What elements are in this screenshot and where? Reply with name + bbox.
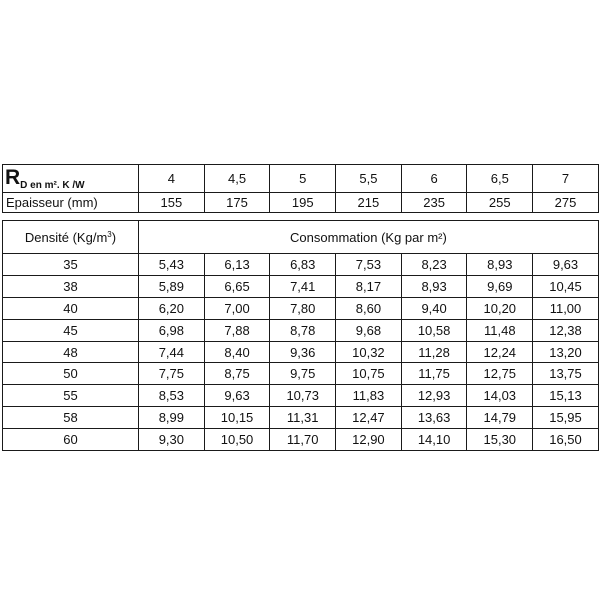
consommation-cell: 10,73 <box>270 385 336 407</box>
table-row <box>3 297 599 319</box>
consommation-cell: 12,93 <box>401 385 467 407</box>
rd-value: 4,5 <box>204 165 270 193</box>
table-row <box>3 254 599 276</box>
epaisseur-row <box>3 193 599 213</box>
consommation-cell: 8,93 <box>401 275 467 297</box>
densite-cell: 58 <box>3 407 139 429</box>
consommation-cell: 12,90 <box>336 429 402 451</box>
densite-cell: 50 <box>3 363 139 385</box>
consumption-table <box>2 220 599 451</box>
densite-header-exponent: 3 <box>107 229 112 239</box>
consommation-cell: 5,89 <box>139 275 205 297</box>
consommation-header: Consommation (Kg par m²) <box>139 221 599 254</box>
consommation-cell: 9,69 <box>467 275 533 297</box>
thermal-resistance-table <box>2 164 599 213</box>
epaisseur-label: Epaisseur (mm) <box>3 193 139 213</box>
table-row <box>3 385 599 407</box>
consommation-cell: 10,45 <box>533 275 599 297</box>
consommation-cell: 7,88 <box>204 319 270 341</box>
consommation-cell: 12,75 <box>467 363 533 385</box>
densite-cell: 55 <box>3 385 139 407</box>
consommation-cell: 13,20 <box>533 341 599 363</box>
consommation-cell: 8,75 <box>204 363 270 385</box>
consommation-cell: 11,75 <box>401 363 467 385</box>
consommation-cell: 16,50 <box>533 429 599 451</box>
consommation-cell: 12,47 <box>336 407 402 429</box>
rd-letter: R <box>5 166 21 189</box>
consommation-cell: 6,83 <box>270 254 336 276</box>
epaisseur-value: 235 <box>401 193 467 213</box>
table-row <box>3 429 599 451</box>
consommation-cell: 9,63 <box>204 385 270 407</box>
consommation-cell: 10,32 <box>336 341 402 363</box>
consommation-cell: 13,63 <box>401 407 467 429</box>
consommation-cell: 7,80 <box>270 297 336 319</box>
consommation-cell: 10,50 <box>204 429 270 451</box>
consommation-cell: 7,00 <box>204 297 270 319</box>
consommation-cell: 12,24 <box>467 341 533 363</box>
table-row <box>3 363 599 385</box>
consommation-cell: 14,03 <box>467 385 533 407</box>
consommation-cell: 9,75 <box>270 363 336 385</box>
consommation-cell: 8,23 <box>401 254 467 276</box>
consommation-cell: 9,63 <box>533 254 599 276</box>
densite-header-text: Densité (Kg/m <box>24 229 108 245</box>
consommation-cell: 10,20 <box>467 297 533 319</box>
consommation-cell: 13,75 <box>533 363 599 385</box>
consommation-cell: 14,10 <box>401 429 467 451</box>
consommation-cell: 11,00 <box>533 297 599 319</box>
consommation-cell: 8,17 <box>336 275 402 297</box>
consommation-cell: 11,31 <box>270 407 336 429</box>
rd-row <box>3 165 599 193</box>
table-row <box>3 275 599 297</box>
consommation-cell: 6,98 <box>139 319 205 341</box>
consommation-cell: 7,44 <box>139 341 205 363</box>
consommation-cell: 15,13 <box>533 385 599 407</box>
rd-subscript: D en m². K /W <box>20 180 85 191</box>
consommation-cell: 7,41 <box>270 275 336 297</box>
consommation-cell: 10,15 <box>204 407 270 429</box>
rd-label-cell <box>3 165 139 193</box>
consommation-cell: 8,53 <box>139 385 205 407</box>
rd-value: 5,5 <box>336 165 402 193</box>
epaisseur-value: 195 <box>270 193 336 213</box>
consommation-cell: 11,28 <box>401 341 467 363</box>
densite-cell: 40 <box>3 297 139 319</box>
consommation-cell: 10,58 <box>401 319 467 341</box>
consommation-cell: 5,43 <box>139 254 205 276</box>
densite-cell: 45 <box>3 319 139 341</box>
epaisseur-value: 275 <box>533 193 599 213</box>
rd-value: 6 <box>401 165 467 193</box>
consommation-cell: 11,83 <box>336 385 402 407</box>
table-row <box>3 407 599 429</box>
consommation-cell: 8,99 <box>139 407 205 429</box>
densite-cell: 48 <box>3 341 139 363</box>
consommation-cell: 15,30 <box>467 429 533 451</box>
epaisseur-value: 175 <box>204 193 270 213</box>
densite-cell: 38 <box>3 275 139 297</box>
consommation-cell: 11,70 <box>270 429 336 451</box>
consommation-cell: 7,75 <box>139 363 205 385</box>
table-row <box>3 319 599 341</box>
epaisseur-value: 215 <box>336 193 402 213</box>
epaisseur-value: 155 <box>139 193 205 213</box>
consumption-header-row <box>3 221 599 254</box>
rd-value: 4 <box>139 165 205 193</box>
consommation-cell: 6,65 <box>204 275 270 297</box>
densite-header-close: ) <box>111 229 117 245</box>
consommation-cell: 12,38 <box>533 319 599 341</box>
consommation-cell: 9,30 <box>139 429 205 451</box>
epaisseur-value: 255 <box>467 193 533 213</box>
densite-cell: 60 <box>3 429 139 451</box>
consommation-cell: 9,68 <box>336 319 402 341</box>
rd-value: 6,5 <box>467 165 533 193</box>
consommation-cell: 6,20 <box>139 297 205 319</box>
table-row <box>3 341 599 363</box>
consommation-cell: 9,40 <box>401 297 467 319</box>
consommation-cell: 7,53 <box>336 254 402 276</box>
consommation-cell: 8,78 <box>270 319 336 341</box>
consommation-cell: 15,95 <box>533 407 599 429</box>
consommation-cell: 14,79 <box>467 407 533 429</box>
densite-header <box>3 221 139 254</box>
consommation-cell: 10,75 <box>336 363 402 385</box>
consommation-cell: 8,93 <box>467 254 533 276</box>
densite-cell: 35 <box>3 254 139 276</box>
consommation-cell: 11,48 <box>467 319 533 341</box>
rd-value: 5 <box>270 165 336 193</box>
consommation-cell: 9,36 <box>270 341 336 363</box>
consommation-cell: 8,40 <box>204 341 270 363</box>
rd-value: 7 <box>533 165 599 193</box>
consommation-cell: 6,13 <box>204 254 270 276</box>
consommation-cell: 8,60 <box>336 297 402 319</box>
